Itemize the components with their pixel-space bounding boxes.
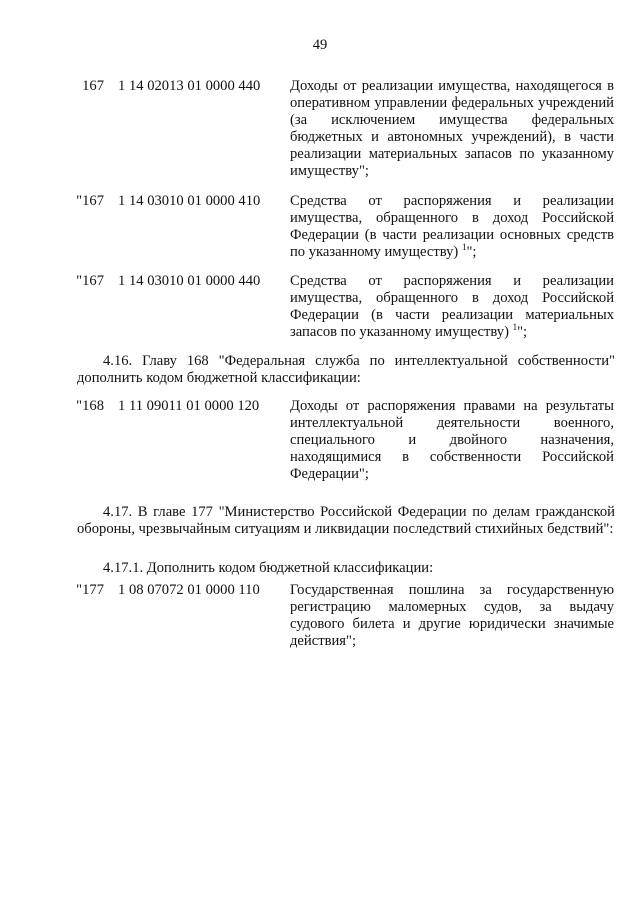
entry-text: Средства от распоряжения и реализации имущества, обращенного в доход Российской Федерации (в части реализации основных средств по указанному имуществу)	[290, 193, 614, 260]
budget-classification-code: 1 14 03010 01 0000 440	[118, 273, 261, 289]
budget-classification-code: 1 14 03010 01 0000 410	[118, 193, 261, 209]
chapter-code: "167	[76, 193, 104, 209]
entry-description: Государственная пошлина за государственную регистрацию маломерных судов, за выдачу судового билета и другие юридически значимые действия";	[290, 582, 614, 649]
entry-description: Доходы от распоряжения правами на результаты интеллектуальной деятельности военного, специального и двойного назначения, находящимися в собственности Российской Федерации";	[290, 398, 614, 482]
entry-tail: ";	[466, 244, 477, 260]
chapter-code: "167	[76, 273, 104, 289]
entry-description	[290, 273, 614, 341]
entry-tail: ";	[517, 324, 528, 340]
entry-description	[290, 193, 614, 261]
budget-classification-code: 1 08 07072 01 0000 110	[118, 582, 260, 598]
chapter-code: "177	[76, 582, 104, 598]
paragraph-4-17-1: 4.17.1. Дополнить кодом бюджетной классификации:	[103, 560, 434, 576]
budget-classification-code: 1 14 02013 01 0000 440	[118, 78, 261, 94]
footnote-marker: 1	[512, 322, 518, 332]
entry-text: Средства от распоряжения и реализации имущества, обращенного в доход Российской Федерации (в части реализации материальных запасов по указанному имуществу)	[290, 273, 614, 340]
entry-description: Доходы от реализации имущества, находящегося в оперативном управлении федеральных учреждений (за исключением имущества федеральных бюджетных и автономных учреждений), в части реализации материальных запасов по указанному имуществу";	[290, 78, 614, 179]
chapter-code: 167	[82, 78, 104, 94]
budget-classification-code: 1 11 09011 01 0000 120	[118, 398, 260, 414]
page-number: 49	[312, 37, 328, 53]
paragraph-4-17: 4.17. В главе 177 "Министерство Российской Федерации по делам гражданской обороны, чрезвычайным ситуациям и ликвидации последствий стихийных бедствий":	[77, 504, 615, 537]
paragraph-4-16: 4.16. Главу 168 "Федеральная служба по интеллектуальной собственности" дополнить кодом бюджетной классификации:	[77, 353, 615, 386]
footnote-marker: 1	[461, 242, 467, 252]
chapter-code: "168	[76, 398, 104, 414]
